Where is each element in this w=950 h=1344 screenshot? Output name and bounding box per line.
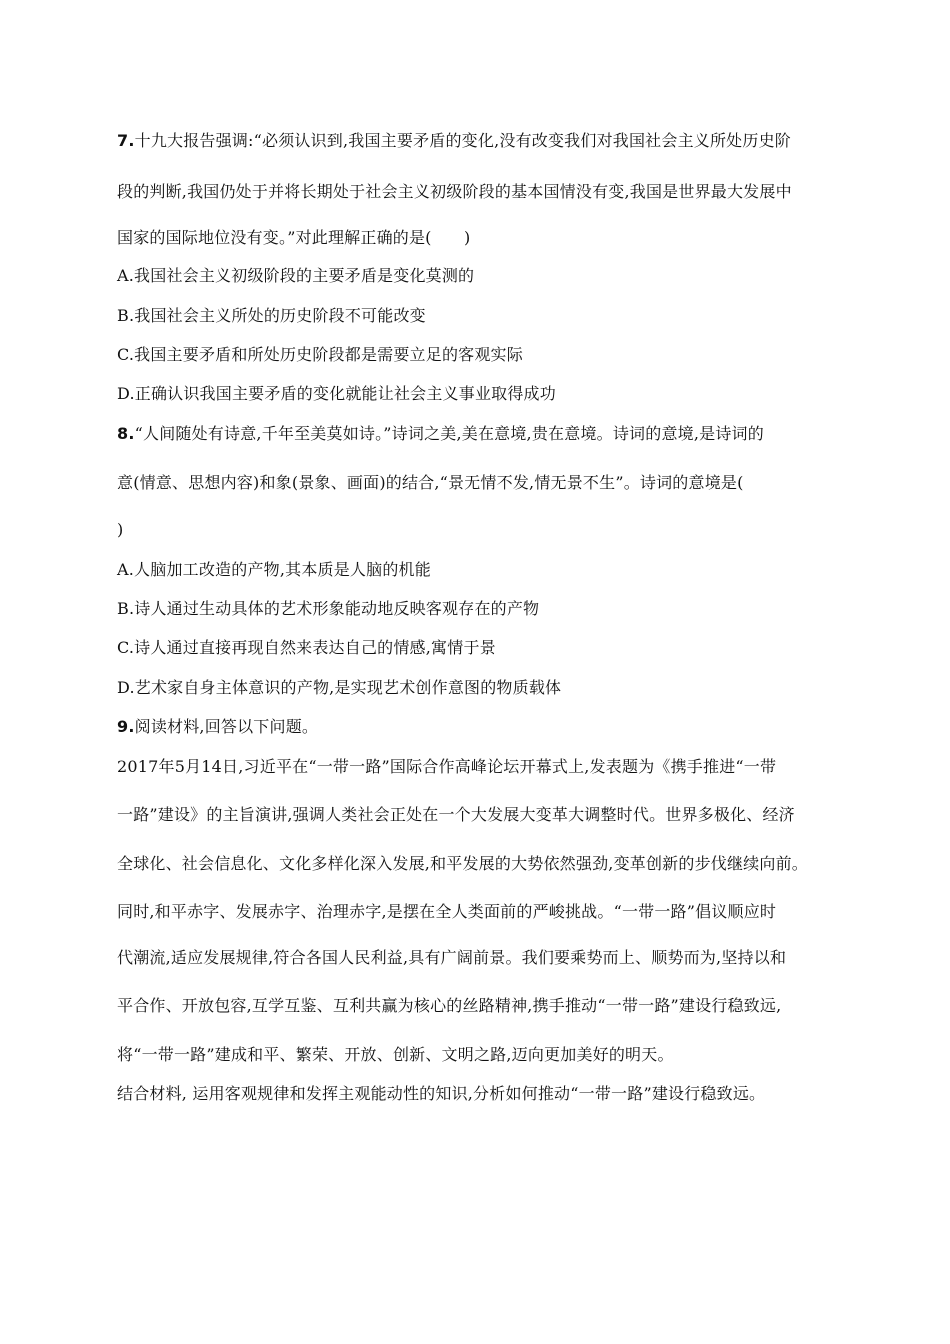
q7-option-b: B.我国社会主义所处的历史阶段不可能改变 bbox=[117, 306, 426, 325]
q8-option-a: A.人脑加工改造的产物,其本质是人脑的机能 bbox=[117, 560, 431, 579]
q8-option-b: B.诗人通过生动具体的艺术形象能动地反映客观存在的产物 bbox=[117, 599, 540, 618]
q8-stem-text-1: “人间随处有诗意,千年至美莫如诗。”诗词之美,美在意境,贵在意境。诗词的意境,是诗词的 bbox=[134, 424, 764, 443]
q8-option-d: D.艺术家自身主体意识的产物,是实现艺术创作意图的物质载体 bbox=[117, 678, 562, 697]
q7-option-c: C.我国主要矛盾和所处历史阶段都是需要立足的客观实际 bbox=[117, 345, 523, 364]
q7-number: 7. bbox=[117, 131, 135, 150]
q9-material-line-3: 全球化、社会信息化、文化多样化深入发展,和平发展的大势依然强劲,变革创新的步伐继续向前。 bbox=[117, 854, 808, 873]
q7-stem-line-3: 国家的国际地位没有变。”对此理解正确的是( ) bbox=[117, 228, 471, 247]
q7-option-a: A.我国社会主义初级阶段的主要矛盾是变化莫测的 bbox=[117, 266, 475, 285]
q8-stem-line-3: ) bbox=[117, 520, 124, 539]
q8-stem-line-1 bbox=[117, 423, 764, 445]
q9-material-line-6: 平合作、开放包容,互学互鉴、互利共赢为核心的丝路精神,携手推动“一带一路”建设行稳致远, bbox=[117, 996, 782, 1015]
q7-stem-text-1: 十九大报告强调:“必须认识到,我国主要矛盾的变化,没有改变我们对我国社会主义所处历史阶 bbox=[134, 131, 791, 150]
q9-material-line-5: 代潮流,适应发展规律,符合各国人民利益,具有广阔前景。我们要乘势而上、顺势而为,坚持以和 bbox=[117, 948, 787, 967]
q7-stem-line-1 bbox=[117, 130, 791, 152]
q9-material-line-2: 一路”建设》的主旨演讲,强调人类社会正处在一个大发展大变革大调整时代。世界多极化、经济 bbox=[117, 805, 795, 824]
q9-intro-text: 阅读材料,回答以下问题。 bbox=[134, 717, 319, 736]
q9-number: 9. bbox=[117, 717, 135, 736]
q9-intro-line bbox=[117, 716, 318, 738]
q9-task: 结合材料, 运用客观规律和发挥主观能动性的知识,分析如何推动“一带一路”建设行稳致远。 bbox=[117, 1084, 766, 1103]
q8-number: 8. bbox=[117, 424, 135, 443]
q7-option-d: D.正确认识我国主要矛盾的变化就能让社会主义事业取得成功 bbox=[117, 384, 556, 403]
q8-option-c: C.诗人通过直接再现自然来表达自己的情感,寓情于景 bbox=[117, 638, 496, 657]
q7-stem-line-2: 段的判断,我国仍处于并将长期处于社会主义初级阶段的基本国情没有变,我国是世界最大发展中 bbox=[117, 182, 792, 201]
q9-material-line-4: 同时,和平赤字、发展赤字、治理赤字,是摆在全人类面前的严峻挑战。“一带一路”倡议顺应时 bbox=[117, 902, 777, 921]
q8-stem-line-2: 意(情意、思想内容)和象(景象、画面)的结合,“景无情不发,情无景不生”。诗词的意境是( bbox=[117, 473, 744, 492]
q9-material-line-7: 将“一带一路”建成和平、繁荣、开放、创新、文明之路,迈向更加美好的明天。 bbox=[117, 1045, 674, 1064]
q9-material-line-1: 2017年5月14日,习近平在“一带一路”国际合作高峰论坛开幕式上,发表题为《携手推进“一带 bbox=[117, 757, 777, 776]
